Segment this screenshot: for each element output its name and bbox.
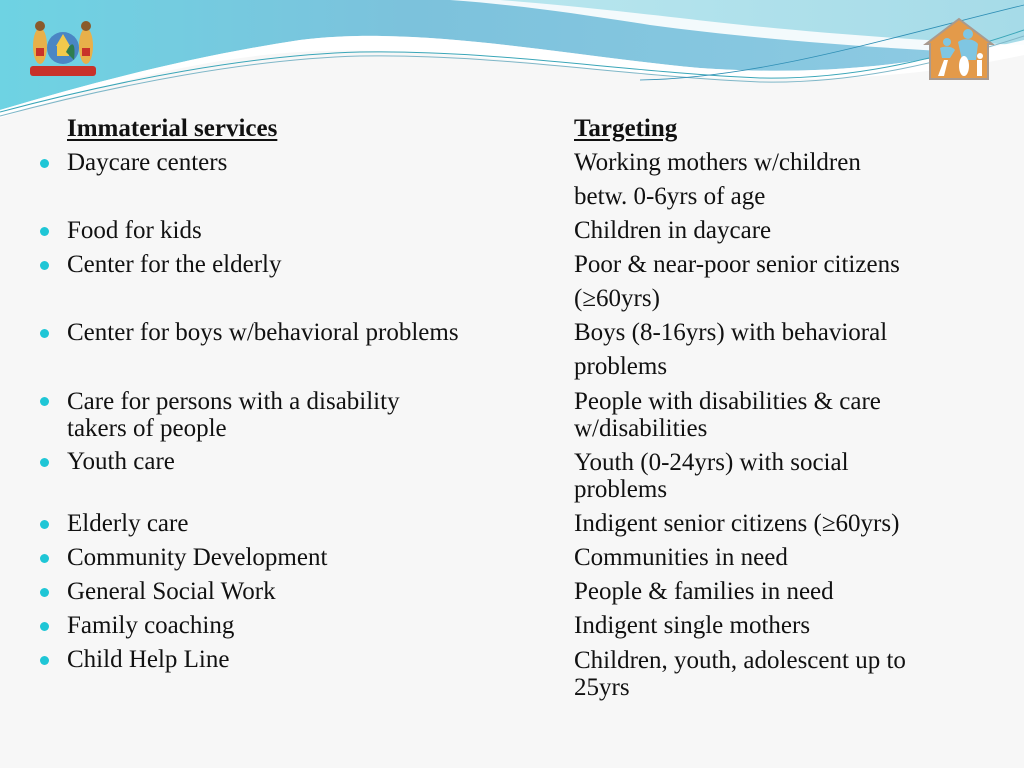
target-group — [574, 388, 1004, 442]
target-line: Children in daycare — [574, 217, 772, 244]
bullet-icon — [40, 520, 49, 529]
target-line: betw. 0-6yrs of age — [574, 183, 766, 210]
target-group — [574, 609, 1004, 643]
target-group — [574, 316, 1004, 384]
service-name — [67, 388, 557, 442]
target-line: People & families in need — [574, 578, 834, 605]
target-group — [574, 146, 1004, 214]
target-line: 25yrs — [574, 674, 630, 701]
service-name: Center for boys w/behavioral problems — [67, 319, 459, 346]
bullet-icon — [40, 554, 49, 563]
target-line: Indigent senior citizens (≥60yrs) — [574, 510, 900, 537]
target-line: Indigent single mothers — [574, 612, 811, 639]
target-line: Boys (8-16yrs) with behavioral — [574, 319, 888, 346]
target-line: w/disabilities — [574, 415, 708, 442]
bullet-icon — [40, 159, 49, 168]
service-name: Food for kids — [67, 217, 202, 244]
column-heading-services: Immaterial services — [67, 115, 278, 142]
service-name: Elderly care — [67, 510, 189, 537]
target-group — [574, 647, 1004, 701]
target-line: Youth (0-24yrs) with social — [574, 449, 849, 476]
family-house-icon — [922, 16, 996, 82]
coat-of-arms-icon — [26, 16, 100, 80]
target-line: problems — [574, 353, 668, 380]
service-name: Community Development — [67, 544, 328, 571]
service-line: takers of people — [67, 415, 227, 442]
bullet-icon — [40, 261, 49, 270]
target-line: Working mothers w/children — [574, 149, 861, 176]
bullet-icon — [40, 397, 49, 406]
target-line: Children, youth, adolescent up to — [574, 647, 906, 674]
service-name: Youth care — [67, 448, 175, 475]
service-name: Center for the elderly — [67, 251, 282, 278]
bullet-icon — [40, 329, 49, 338]
target-line: (≥60yrs) — [574, 285, 660, 312]
target-line: Poor & near-poor senior citizens — [574, 251, 900, 278]
target-line: Communities in need — [574, 544, 788, 571]
target-group — [574, 575, 1004, 609]
target-group — [574, 214, 1004, 248]
bullet-icon — [40, 227, 49, 236]
service-name: General Social Work — [67, 578, 276, 605]
target-group — [574, 507, 1004, 541]
bullet-icon — [40, 622, 49, 631]
header-wave-decoration — [0, 0, 1024, 130]
target-line: People with disabilities & care — [574, 388, 881, 415]
target-group — [574, 449, 1004, 503]
bullet-icon — [40, 588, 49, 597]
target-line: problems — [574, 476, 668, 503]
service-name: Family coaching — [67, 612, 235, 639]
service-name: Daycare centers — [67, 149, 228, 176]
service-name: Child Help Line — [67, 646, 230, 673]
bullet-icon — [40, 458, 49, 467]
column-heading-targeting: Targeting — [574, 115, 678, 142]
service-line: Care for persons with a disability — [67, 388, 400, 415]
bullet-icon — [40, 656, 49, 665]
target-group — [574, 248, 1004, 316]
target-group — [574, 541, 1004, 575]
